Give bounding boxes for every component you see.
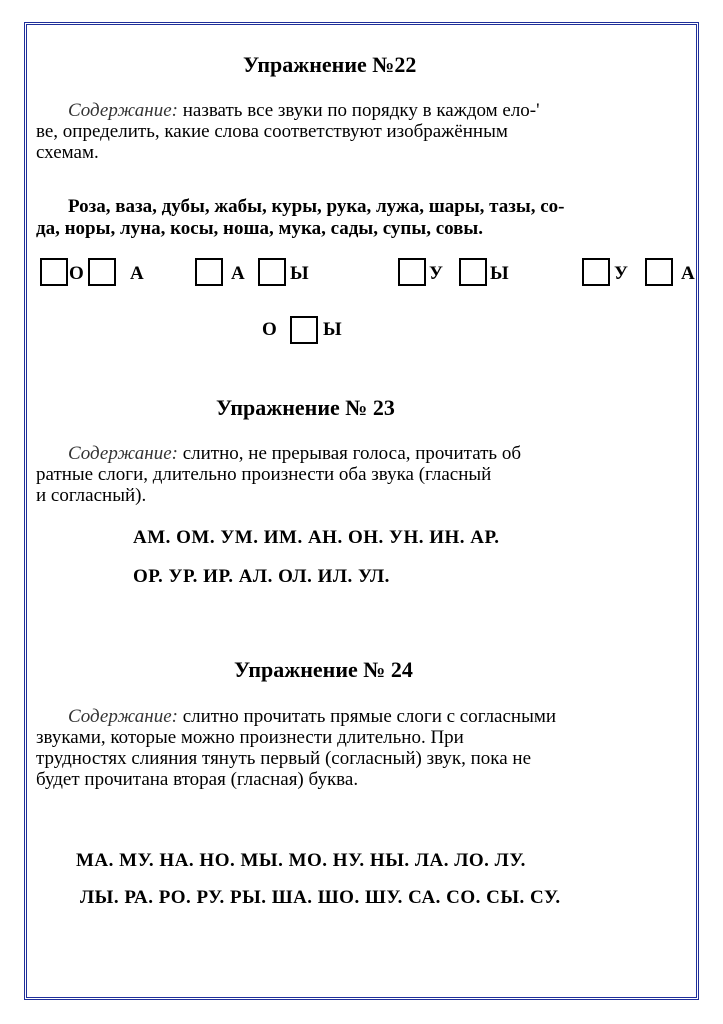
content-label: Содержание: [68, 100, 178, 121]
exercise-24-syllables-row-2: ЛЫ. РА. РО. РУ. РЫ. ША. ШО. ШУ. СА. СО. СЫ. СУ. [80, 887, 561, 908]
exercise-24-title: Упражнение № 24 [234, 657, 413, 682]
empty-sound-box [398, 258, 426, 286]
empty-sound-box [88, 258, 116, 286]
exercise-23-syllables-row-1: АМ. ОМ. УМ. ИМ. АН. ОН. УН. ИН. АР. [133, 527, 500, 548]
exercise-23-syllables-row-2: ОР. УР. ИР. АЛ. ОЛ. ИЛ. УЛ. [133, 566, 390, 587]
exercise-22-title: Упражнение №22 [243, 52, 417, 77]
exercise-23-description: Содержание: слитно, не прерывая голоса, прочитать об ратные слоги, длительно произнести оба звука (гласный и согласный). [36, 443, 522, 506]
exercise-22-description: Содержание: назвать все звуки по порядку в каждом ело-' ве, определить, какие слова соответствуют изображённым схемам. [36, 100, 540, 163]
empty-sound-box [195, 258, 223, 286]
empty-sound-box [40, 258, 68, 286]
content-label: Содержание: [68, 443, 178, 464]
exercise-24-syllables-row-1: МА. МУ. НА. НО. МЫ. МО. НУ. НЫ. ЛА. ЛО. ЛУ. [76, 850, 526, 871]
empty-sound-box [582, 258, 610, 286]
content-label: Содержание: [68, 706, 178, 727]
exercise-23-title: Упражнение № 23 [216, 395, 395, 420]
empty-sound-box [459, 258, 487, 286]
empty-sound-box [258, 258, 286, 286]
empty-sound-box [290, 316, 318, 344]
exercise-22-words: Роза, ваза, дубы, жабы, куры, рука, лужа, шары, тазы, со- да, норы, луна, косы, ноша, мука, сады, супы, совы. [36, 196, 565, 239]
exercise-24-description: Содержание: слитно прочитать прямые слоги с согласными звуками, которые можно произнести длительно. При трудностях слияния тянуть первый (согласный) звук, пока не будет прочитана вторая (гласная) буква. [36, 706, 557, 790]
empty-sound-box [645, 258, 673, 286]
